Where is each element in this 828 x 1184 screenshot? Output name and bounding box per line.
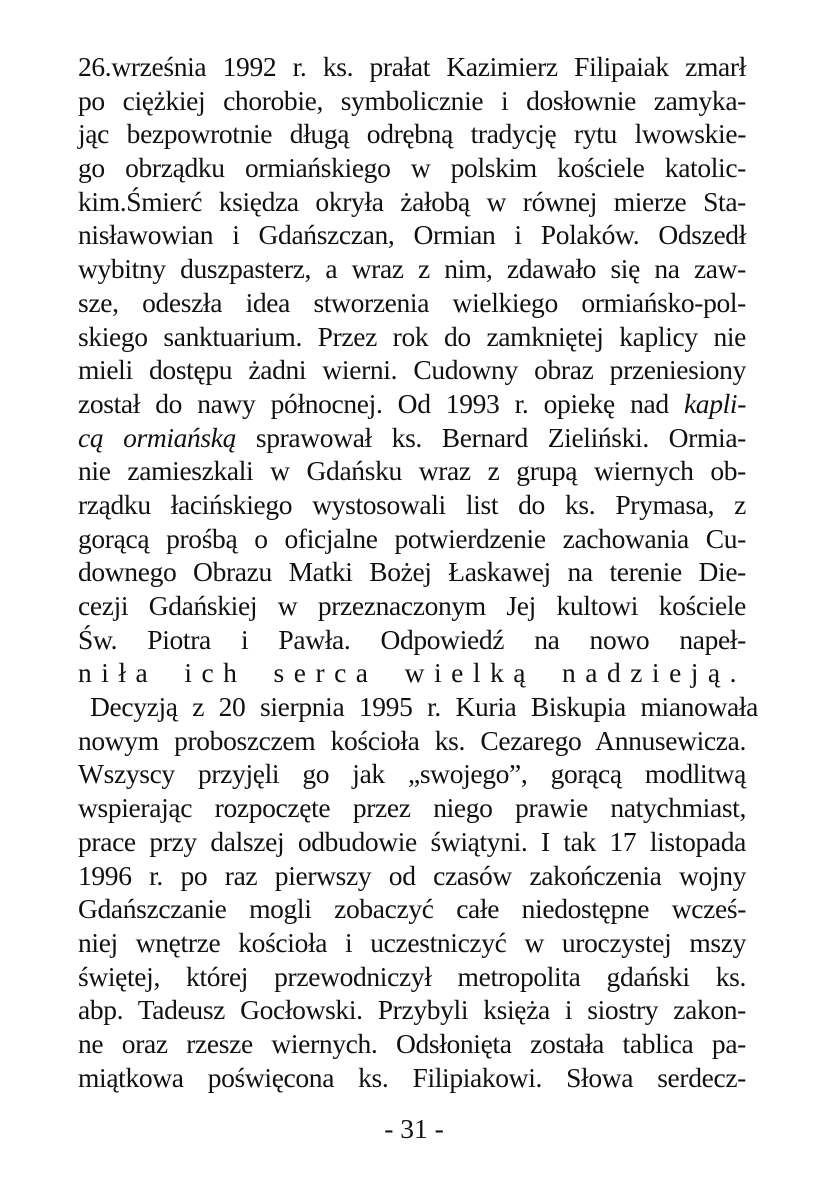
text-line: cezji Gdańskiej w przeznaczonym Jej kultowi kościele bbox=[78, 590, 746, 621]
text-line: mieli dostępu żadni wierni. Cudowny obraz przeniesiony bbox=[78, 354, 746, 386]
text-line: Gdańszczanie mogli zobaczyć całe niedostępne wcześ- bbox=[78, 893, 746, 925]
text-line: ne oraz rzesze wiernych. Odsłonięta została tablica pa- bbox=[78, 1027, 746, 1059]
text-line: wspierając rozpoczęte przez niego prawie natychmiast, bbox=[78, 792, 746, 824]
text-run: został do nawy północnej. Od 1993 r. opiekę nad bbox=[78, 387, 684, 419]
text-line: nisławowian i Gdańszczan, Ormian i Polaków. Odszedł bbox=[78, 219, 746, 251]
text-line: miątkowa poświęcona ks. Filipiakowi. Słowa serdecz- bbox=[78, 1061, 746, 1093]
text-line: Św. Piotra i Pawła. Odpowiedź na nowo napeł- bbox=[78, 623, 746, 655]
text-line: Decyzją z 20 sierpnia 1995 r. Kuria Biskupia mianowała bbox=[90, 691, 758, 723]
page-body bbox=[78, 50, 758, 1094]
text-line: po ciężkiej chorobie, symbolicznie i dosłownie zamyka- bbox=[78, 84, 746, 116]
text-line bbox=[78, 421, 746, 455]
text-line: wybitny duszpasterz, a wraz z nim, zdawało się na zaw- bbox=[78, 253, 746, 285]
text-line: sze, odeszła idea stworzenia wielkiego ormiańsko-pol- bbox=[78, 286, 746, 318]
text-run: sprawował ks. Bernard Zieliński. Ormia- bbox=[236, 421, 746, 453]
text-line: rządku łacińskiego wystosowali list do ks. Prymasa, z bbox=[78, 488, 746, 520]
text-line: jąc bezpowrotnie długą odrębną tradycję rytu lwowskie- bbox=[78, 118, 746, 150]
italic-run: kapli- bbox=[683, 387, 746, 419]
text-line: 1996 r. po raz pierwszy od czasów zakończenia wojny bbox=[78, 859, 746, 891]
italic-run: cą ormiańską bbox=[78, 421, 237, 453]
text-line: abp. Tadeusz Gocłowski. Przybyli księża i siostry zakon- bbox=[78, 994, 746, 1026]
paragraph-1 bbox=[78, 50, 746, 690]
text-line: Wszyscy przyjęli go jak „swojego”, gorącą modlitwą bbox=[78, 758, 746, 790]
text-line: nowym proboszczem kościoła ks. Cezarego Annusewicza. bbox=[78, 724, 746, 756]
text-line: nie zamieszkali w Gdańsku wraz z grupą wiernych ob- bbox=[78, 455, 746, 487]
paragraph-2 bbox=[78, 690, 758, 1094]
text-line: kim.Śmierć księdza okryła żałobą w równej mierze Sta- bbox=[78, 185, 746, 217]
text-line: downego Obrazu Matki Bożej Łaskawej na terenie Die- bbox=[78, 556, 746, 588]
text-line: niła ich serca wielką nadzieją. bbox=[78, 657, 746, 689]
text-line: go obrządku ormiańskiego w polskim kościele katolic- bbox=[78, 152, 746, 184]
text-line bbox=[78, 387, 746, 421]
page-number: - 31 - bbox=[384, 1113, 444, 1144]
text-line: prace przy dalszej odbudowie świątyni. I tak 17 listopada bbox=[78, 825, 746, 857]
text-line: świętej, której przewodniczył metropolita gdański ks. bbox=[78, 960, 746, 992]
text-line: gorącą prośbą o oficjalne potwierdzenie zachowania Cu- bbox=[78, 522, 746, 554]
text-line: skiego sanktuarium. Przez rok do zamkniętej kaplicy nie bbox=[78, 320, 746, 352]
text-line: 26.września 1992 r. ks. prałat Kazimierz Filipaiak zmarł bbox=[78, 51, 746, 82]
text-line: niej wnętrze kościoła i uczestniczyć w uroczystej mszy bbox=[78, 926, 746, 958]
